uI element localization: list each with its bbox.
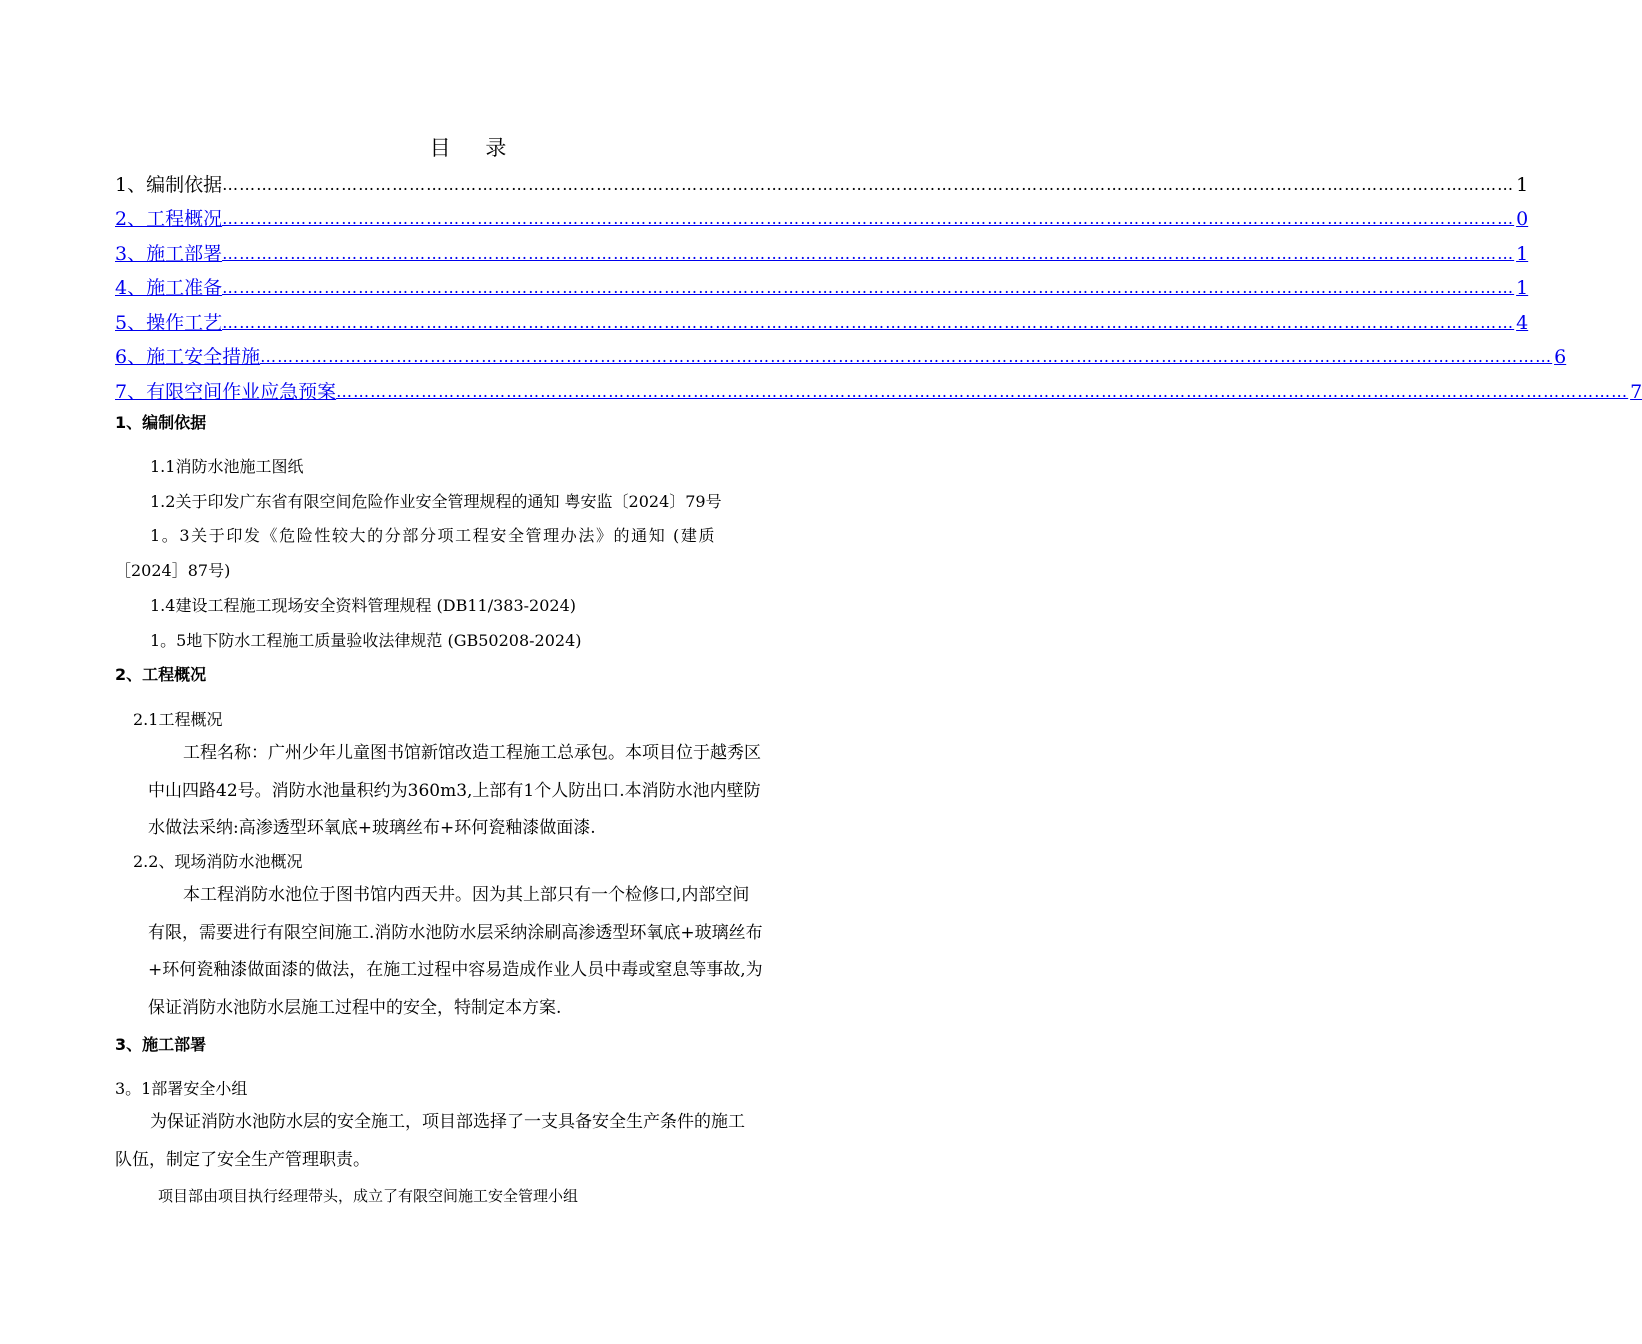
toc-leader-dots: ………………………………………………………………………………………………………………………………………………………………………………………………………… [336, 382, 1629, 401]
toc-item-page: 7 [1630, 381, 1642, 403]
toc-item-label: 7、有限空间作业应急预案 [115, 381, 337, 403]
toc-item-6[interactable] [115, 339, 1567, 369]
toc-item-label: 2、工程概况 [115, 208, 223, 230]
toc-item-3[interactable] [115, 236, 1529, 266]
toc-leader-dots: ………………………………………………………………………………………………………………………………………………………………………………………………………… [222, 175, 1515, 194]
paragraph-line: 工程名称：广州少年儿童图书馆新馆改造工程施工总承包。本项目位于越秀区 [183, 743, 761, 763]
paragraph-line: 有限，需要进行有限空间施工.消防水池防水层采纳涂刷高渗透型环氧底+玻璃丝布 [148, 923, 763, 943]
toc-item-label: 1、编制依据 [115, 174, 223, 196]
toc-item-label: 4、施工准备 [115, 277, 223, 299]
paragraph-line: 项目部由项目执行经理带头，成立了有限空间施工安全管理小组 [158, 1187, 579, 1205]
toc-item-page: 4 [1516, 312, 1529, 334]
reference-item: 1.2关于印发广东省有限空间危险作业安全管理规程的通知 粤安监〔2024〕79号 [150, 492, 722, 511]
reference-item: 1。3关于印发《危险性较大的分部分项工程安全管理办法》的通知 (建质 [150, 526, 717, 545]
toc-item-7[interactable] [115, 374, 1642, 404]
reference-item: 1。5地下防水工程施工质量验收法律规范 (GB50208-2024) [150, 631, 582, 650]
toc-item-page: 0 [1516, 208, 1529, 230]
paragraph-line: 中山四路42号。消防水池量积约为360m3,上部有1个人防出口.本消防水池内壁防 [148, 781, 761, 801]
section-heading: 1、编制依据 [115, 413, 207, 432]
toc-item-1[interactable] [115, 167, 1529, 197]
reference-item-continued: ［2024］87号) [115, 561, 231, 580]
paragraph-line: 水做法采纳:高渗透型环氧底+玻璃丝布+环何瓷釉漆做面漆. [148, 818, 596, 838]
reference-item: 1.1消防水池施工图纸 [150, 457, 304, 476]
paragraph-line: +环何瓷釉漆做面漆的做法，在施工过程中容易造成作业人员中毒或窒息等事故,为 [148, 960, 763, 980]
paragraph-line: 本工程消防水池位于图书馆内西天井。因为其上部只有一个检修口,内部空间 [183, 885, 750, 905]
toc-item-label: 3、施工部署 [115, 243, 223, 265]
toc-leader-dots: ………………………………………………………………………………………………………………………………………………………………………………………………………… [222, 278, 1515, 297]
toc-item-label: 5、操作工艺 [115, 312, 223, 334]
section-heading: 2、工程概况 [115, 665, 207, 684]
subsection-heading: 2.1工程概况 [133, 710, 223, 729]
paragraph-line: 为保证消防水池防水层的安全施工，项目部选择了一支具备安全生产条件的施工 [150, 1112, 745, 1132]
toc-leader-dots: ………………………………………………………………………………………………………………………………………………………………………………………………………… [222, 244, 1515, 263]
toc-item-2[interactable] [115, 201, 1529, 231]
toc-leader-dots: ………………………………………………………………………………………………………………………………………………………………………………………………………… [222, 313, 1515, 332]
section-heading: 3、施工部署 [115, 1035, 207, 1054]
toc-item-page: 6 [1554, 346, 1567, 368]
paragraph-line: 保证消防水池防水层施工过程中的安全，特制定本方案. [148, 998, 562, 1018]
reference-item: 1.4建设工程施工现场安全资料管理规程 (DB11/383-2024) [150, 596, 577, 615]
toc-item-page: 1 [1516, 243, 1529, 265]
toc-item-page: 1 [1516, 277, 1529, 299]
toc-leader-dots: ………………………………………………………………………………………………………………………………………………………………………………………………………… [260, 347, 1553, 366]
toc-item-label: 6、施工安全措施 [115, 346, 261, 368]
toc-item-5[interactable] [115, 305, 1529, 335]
toc-item-page: 1 [1516, 174, 1529, 196]
toc-leader-dots: ………………………………………………………………………………………………………………………………………………………………………………………………………… [222, 209, 1515, 228]
toc-item-4[interactable] [115, 270, 1529, 300]
subsection-heading: 3。1部署安全小组 [115, 1079, 248, 1098]
toc-title: 目 录 [429, 136, 521, 160]
subsection-heading: 2.2、现场消防水池概况 [133, 852, 303, 871]
paragraph-line: 队伍，制定了安全生产管理职责。 [115, 1150, 370, 1170]
